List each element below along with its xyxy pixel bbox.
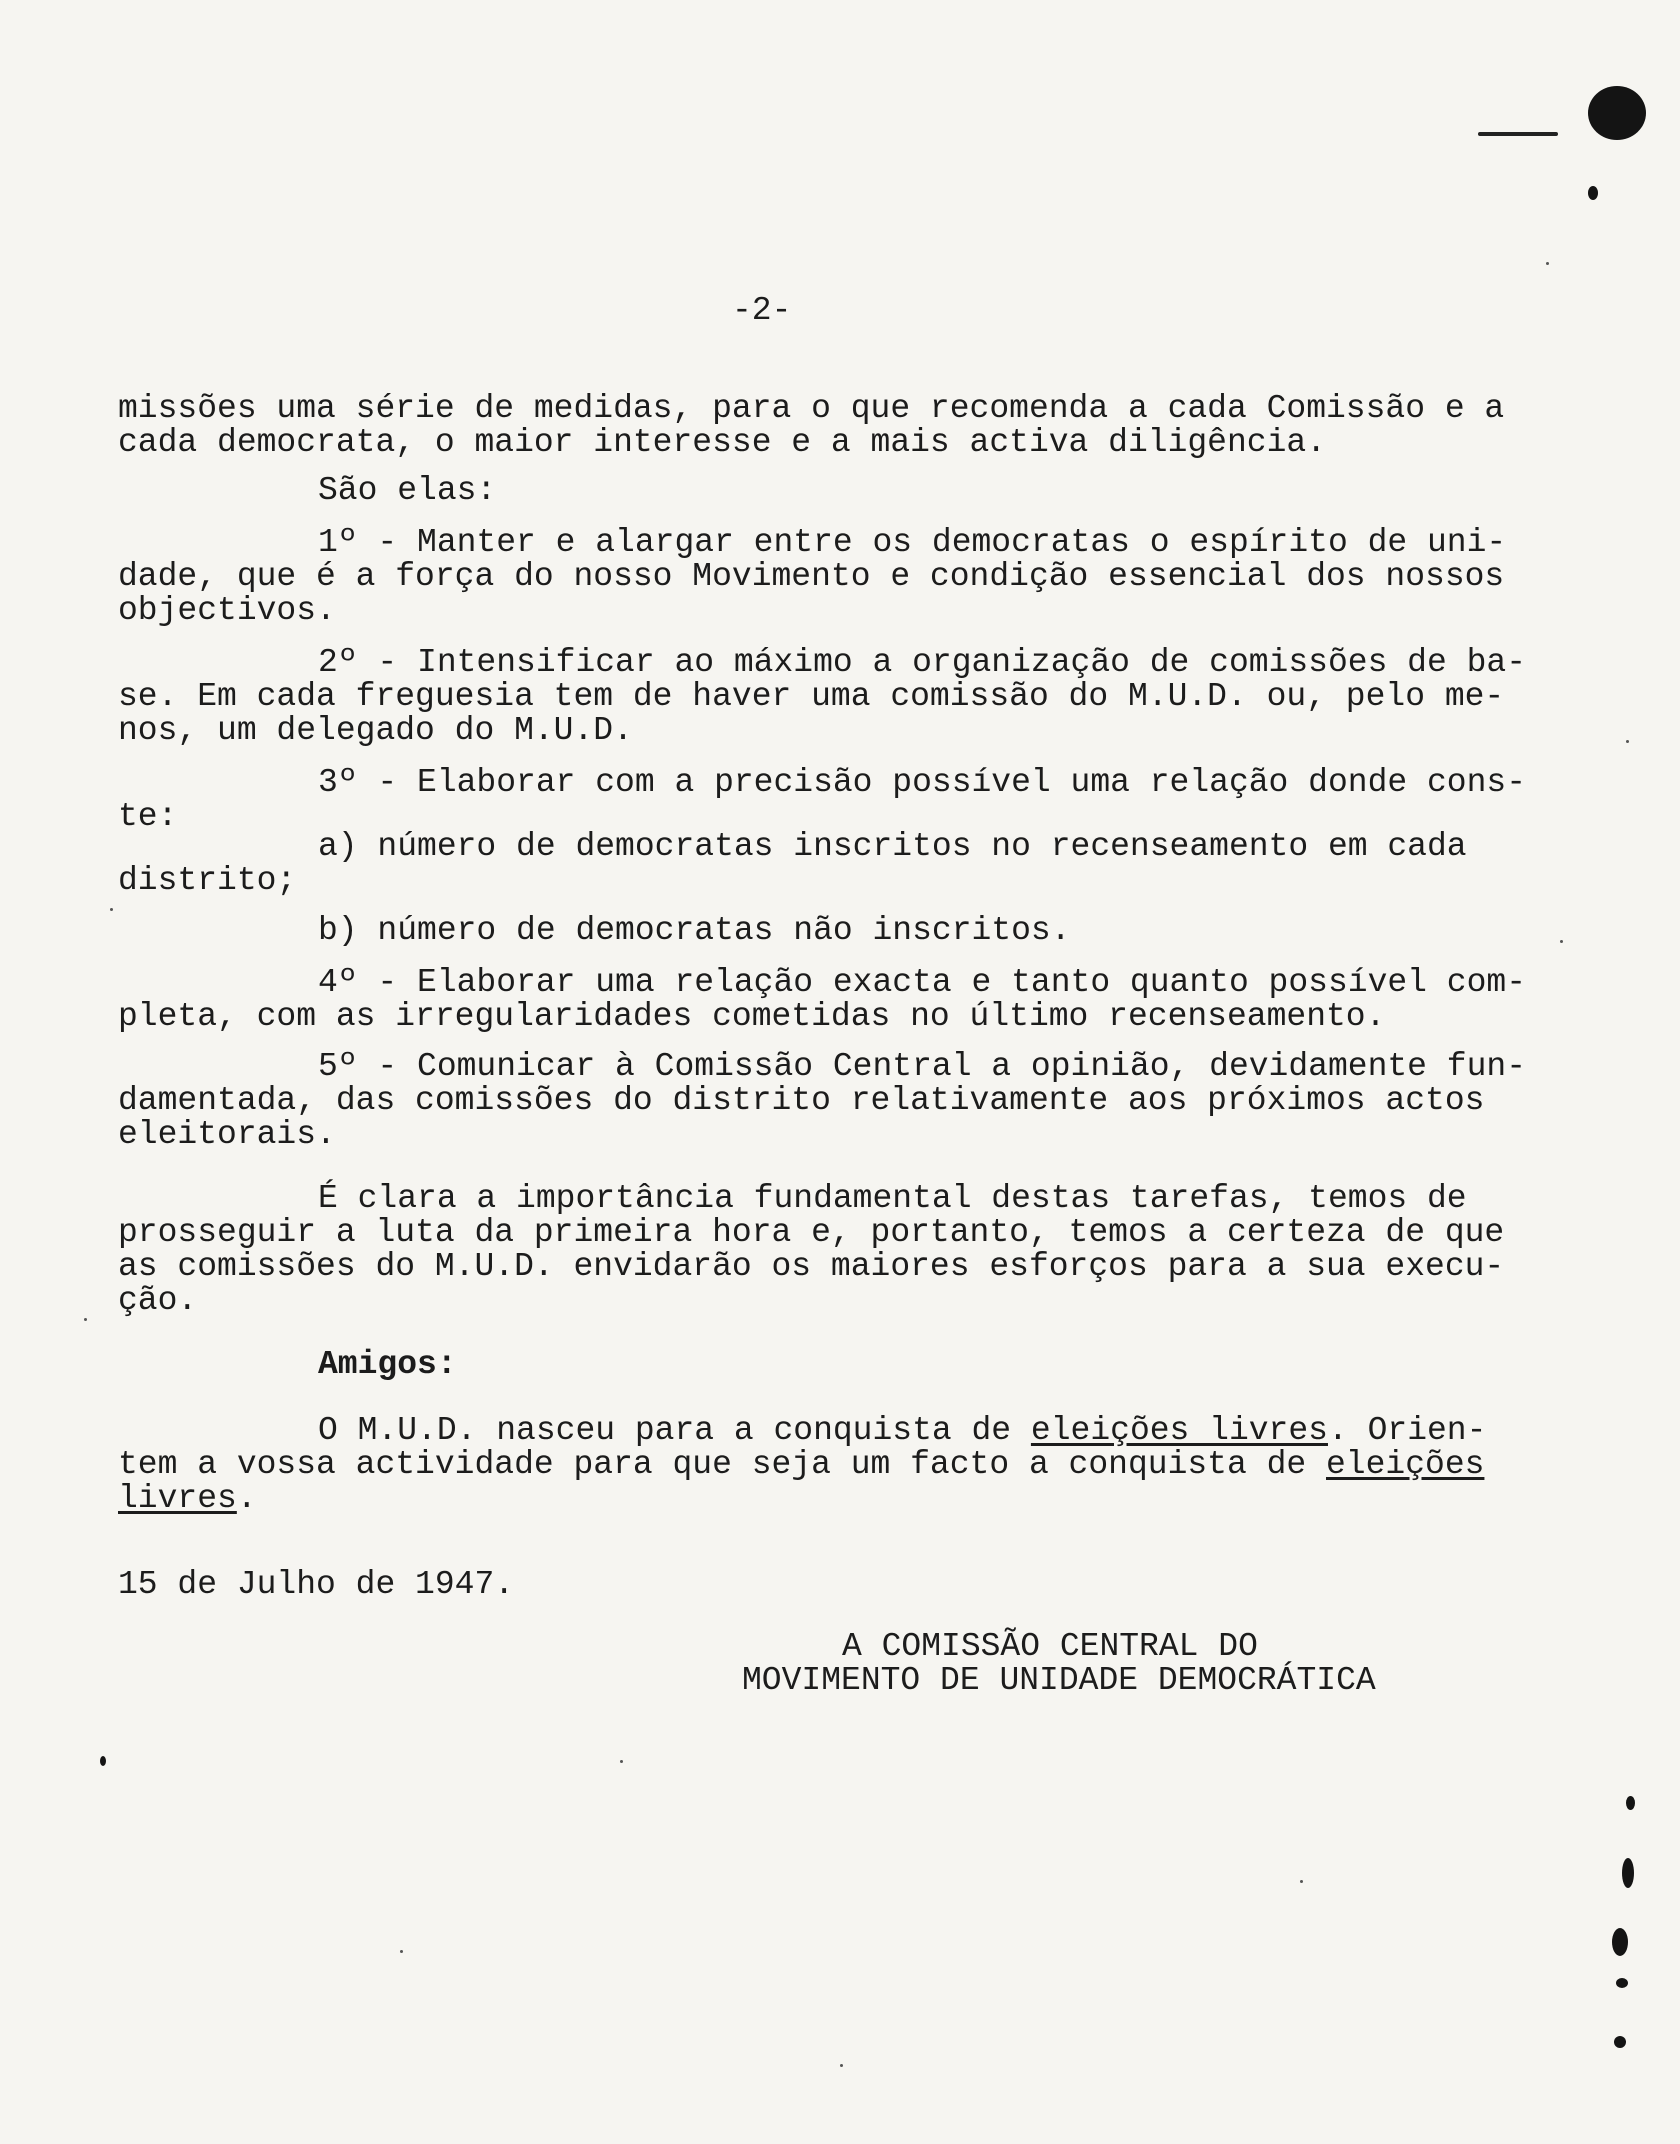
body-line	[118, 1482, 257, 1516]
body-line: prosseguir a luta da primeira hora e, portanto, temos a certeza de que	[118, 1214, 1505, 1251]
ink-speck	[1622, 1858, 1634, 1888]
list-item-line: 4º - Elaborar uma relação exacta e tanto quanto possível com-	[318, 964, 1526, 1001]
dust-dot	[1560, 940, 1563, 943]
list-item-line: damentada, das comissões do distrito relativamente aos próximos actos	[118, 1082, 1485, 1119]
underlined-text: livres	[118, 1480, 237, 1517]
list-item-line: 3º - Elaborar com a precisão possível uma relação donde cons-	[318, 764, 1526, 801]
ink-speck	[1626, 1796, 1635, 1810]
list-item-line: a) número de democratas inscritos no recenseamento em cada	[318, 828, 1467, 865]
list-item-line: se. Em cada freguesia tem de haver uma comissão do M.U.D. ou, pelo me-	[118, 678, 1505, 715]
dust-dot	[1626, 740, 1629, 743]
body-text: . Orien-	[1327, 1412, 1487, 1449]
list-item-line: pleta, com as irregularidades cometidas no último recenseamento.	[118, 998, 1386, 1035]
list-item-line: 5º - Comunicar à Comissão Central a opinião, devidamente fun-	[318, 1048, 1526, 1085]
list-item-line: 1º - Manter e alargar entre os democratas o espírito de uni-	[318, 524, 1507, 561]
dust-dot	[400, 1950, 403, 1953]
ink-speck	[1616, 1978, 1628, 1988]
dust-dot	[620, 1760, 623, 1763]
list-item-line: 2º - Intensificar ao máximo a organização de comissões de ba-	[318, 644, 1526, 681]
underlined-text: eleições	[1326, 1446, 1485, 1483]
ink-blot	[1588, 86, 1646, 140]
body-line: ção.	[118, 1282, 198, 1319]
body-line	[318, 1414, 1486, 1448]
list-item-line: distrito;	[118, 862, 297, 899]
list-item-line: b) número de democratas não inscritos.	[318, 912, 1071, 949]
body-text: .	[236, 1480, 257, 1517]
body-line: É clara a importância fundamental destas tarefas, temos de	[318, 1180, 1467, 1217]
body-line: missões uma série de medidas, para o que recomenda a cada Comissão e a	[118, 390, 1505, 427]
underlined-text: eleições livres	[1030, 1412, 1328, 1449]
document-date: 15 de Julho de 1947.	[118, 1566, 515, 1603]
dust-dot	[1546, 262, 1549, 265]
ink-speck	[100, 1756, 106, 1766]
list-item-line: dade, que é a força do nosso Movimento e condição essencial dos nossos	[118, 558, 1505, 595]
list-item-line: objectivos.	[118, 592, 336, 629]
ink-speck	[1588, 186, 1598, 200]
list-item-line: te:	[118, 798, 178, 835]
dust-dot	[84, 1318, 87, 1321]
list-item-line: eleitorais.	[118, 1116, 336, 1153]
signature-line: MOVIMENTO DE UNIDADE DEMOCRÁTICA	[742, 1662, 1376, 1699]
dust-dot	[110, 908, 113, 911]
ink-speck	[1614, 2036, 1626, 2048]
signature-line: A COMISSÃO CENTRAL DO	[842, 1628, 1258, 1665]
salutation: Amigos:	[318, 1346, 457, 1383]
ink-speck	[1612, 1928, 1628, 1956]
body-line: as comissões do M.U.D. envidarão os maiores esforços para a sua execu-	[118, 1248, 1505, 1285]
ink-streak	[1478, 132, 1558, 136]
body-line	[118, 1448, 1484, 1482]
body-text: tem a vossa actividade para que seja um facto a conquista de	[118, 1446, 1326, 1483]
body-line: São elas:	[318, 472, 497, 509]
list-item-line: nos, um delegado do M.U.D.	[118, 712, 633, 749]
dust-dot	[1300, 1880, 1303, 1883]
body-line: cada democrata, o maior interesse e a mais activa diligência.	[118, 424, 1326, 461]
dust-dot	[840, 2064, 843, 2067]
body-text: O M.U.D. nasceu para a conquista de	[318, 1412, 1031, 1449]
page-number: -2-	[732, 292, 792, 329]
